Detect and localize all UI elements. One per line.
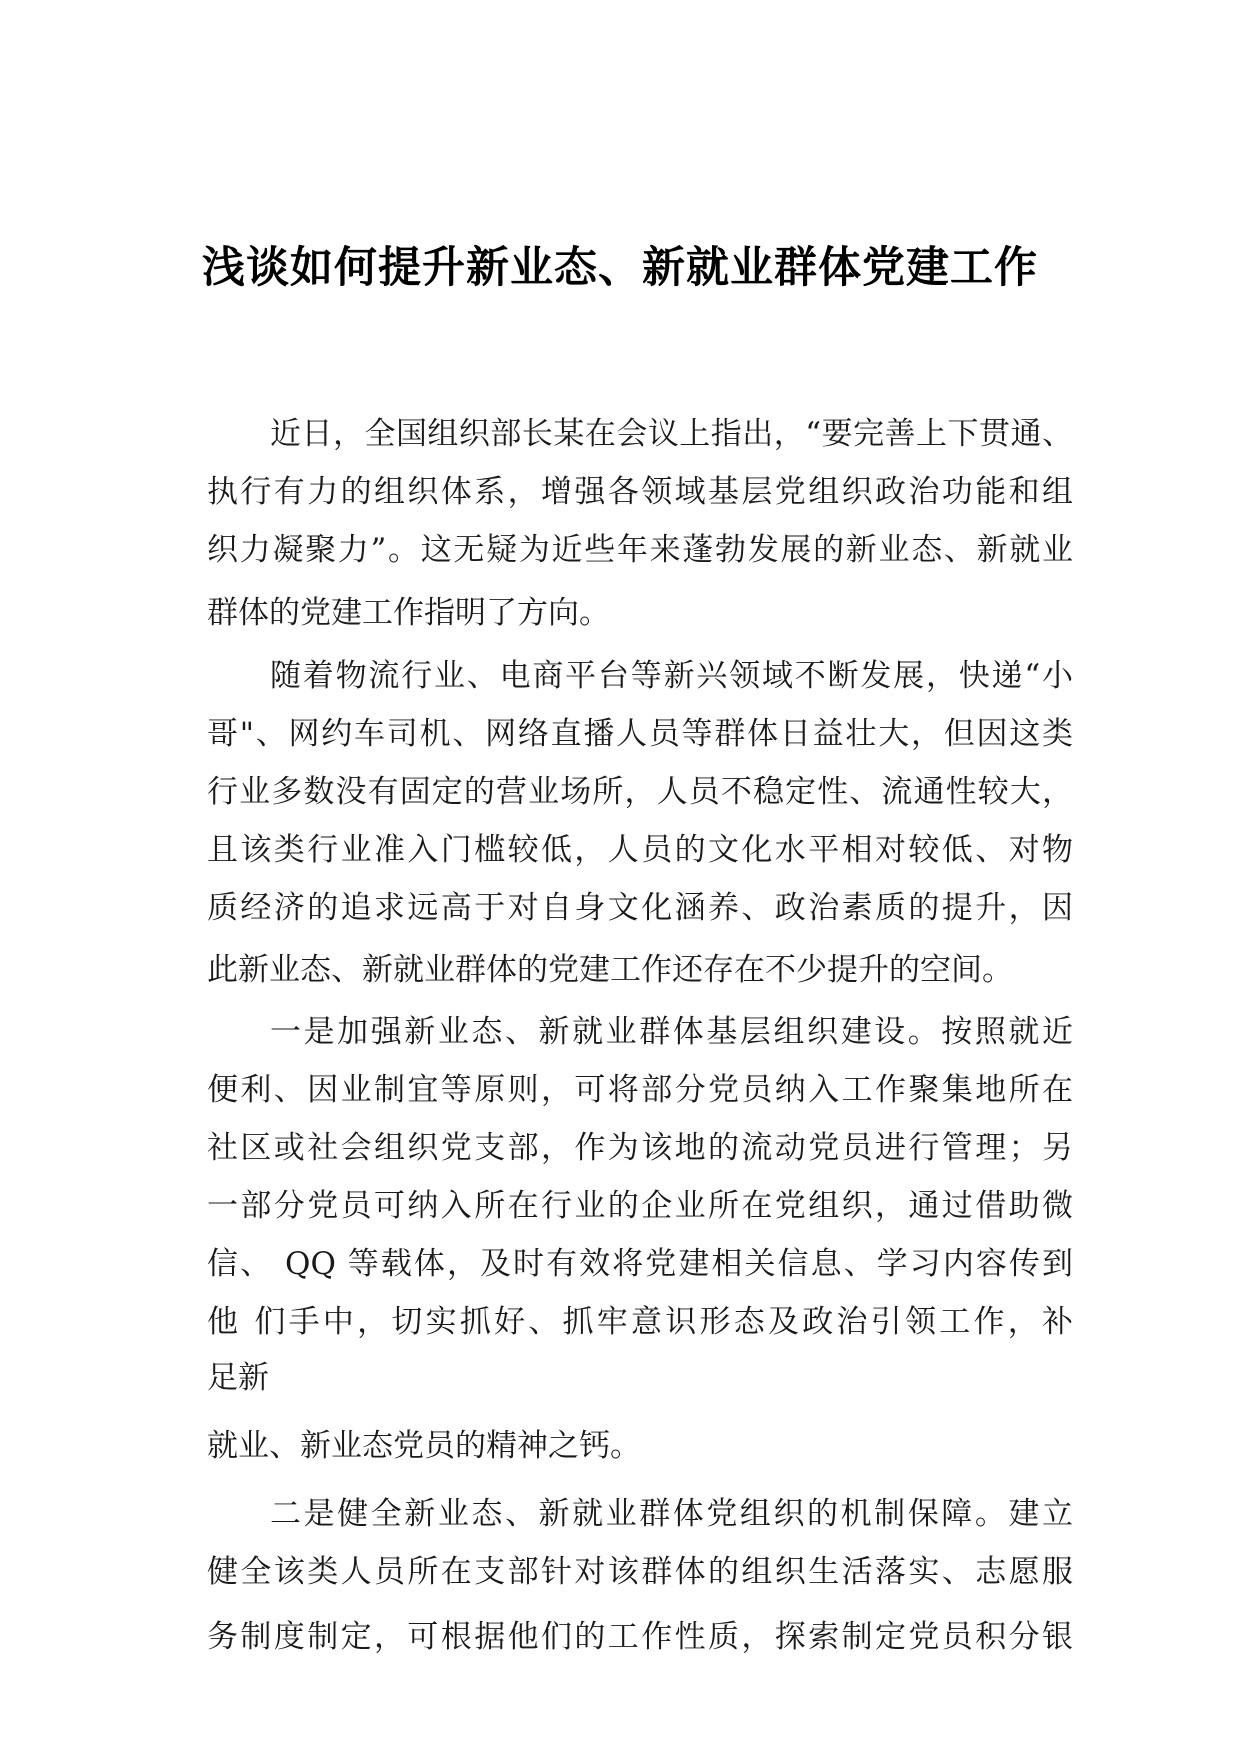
body-line: 且该类行业准入门槛较低，人员的文化水平相对较低、对物 bbox=[207, 832, 1073, 868]
document-title: 浅谈如何提升新业态、新就业群体党建工作 bbox=[202, 243, 1038, 293]
body-line: 二是健全新业态、新就业群体党组织的机制保障。建立 bbox=[270, 1496, 1073, 1532]
body-line: 便利、因业制宜等原则，可将部分党员纳入工作聚集地所在 bbox=[207, 1072, 1073, 1108]
body-line: 哥"、网约车司机、网络直播人员等群体日益壮大，但因这类 bbox=[207, 716, 1073, 752]
body-line: 执行有力的组织体系，增强各领域基层党组织政治功能和组 bbox=[207, 474, 1073, 510]
body-line: 此新业态、新就业群体的党建工作还存在不少提升的空间。 bbox=[207, 952, 1013, 988]
body-line: 一是加强新业态、新就业群体基层组织建设。按照就近 bbox=[270, 1014, 1073, 1050]
body-line: 随着物流行业、电商平台等新兴领域不断发展，快递“小 bbox=[270, 658, 1073, 694]
body-line: 一部分党员可纳入所在行业的企业所在党组织，通过借助微 bbox=[207, 1188, 1073, 1224]
body-line: 就业、新业态党员的精神之钙。 bbox=[207, 1428, 641, 1464]
body-line: 足新 bbox=[207, 1360, 269, 1396]
body-line: 近日，全国组织部长某在会议上指出，“要完善上下贯通、 bbox=[270, 416, 1073, 452]
body-line: 信、 QQ 等载体，及时有效将党建相关信息、学习内容传到 bbox=[207, 1246, 1073, 1282]
body-line: 行业多数没有固定的营业场所，人员不稳定性、流通性较大， bbox=[207, 774, 1073, 810]
body-line: 质经济的追求远高于对自身文化涵养、政治素质的提升，因 bbox=[207, 890, 1073, 926]
body-line: 健全该类人员所在支部针对该群体的组织生活落实、志愿服 bbox=[207, 1554, 1073, 1590]
body-line: 社区或社会组织党支部，作为该地的流动党员进行管理；另 bbox=[207, 1130, 1073, 1166]
body-line: 他 们手中，切实抓好、抓牢意识形态及政治引领工作，补 bbox=[207, 1304, 1073, 1340]
body-line: 织力凝聚力”。这无疑为近些年来蓬勃发展的新业态、新就业 bbox=[207, 532, 1073, 568]
body-line: 群体的党建工作指明了方向。 bbox=[207, 595, 610, 631]
body-line: 务制度制定，可根据他们的工作性质，探索制定党员积分银 bbox=[207, 1619, 1073, 1655]
